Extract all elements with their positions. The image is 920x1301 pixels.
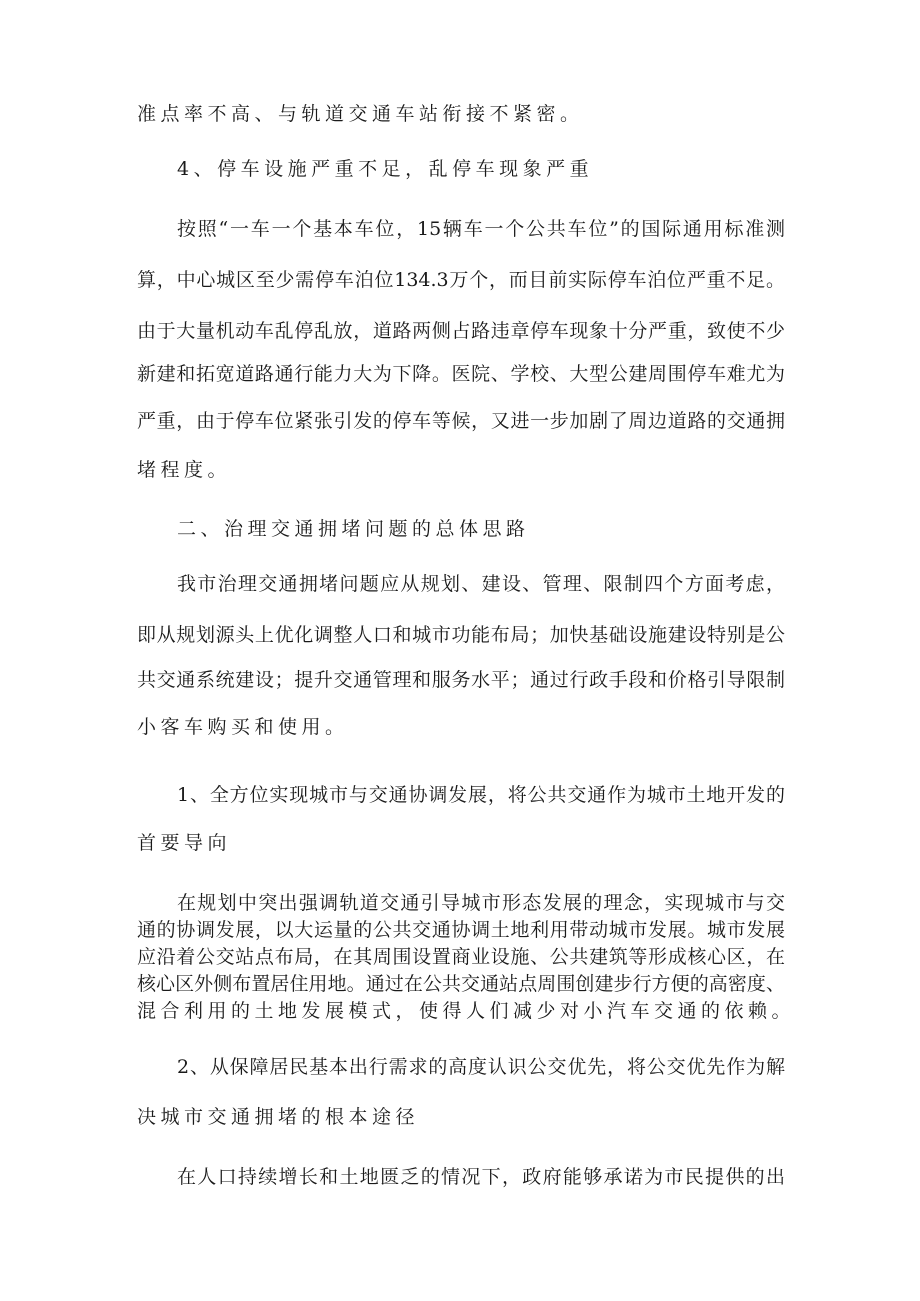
paragraph-line: 严重，由于停车位紧张引发的停车等候，又进一步加剧了周边道路的交通拥 — [137, 410, 785, 432]
paragraph-line: 由于大量机动车乱停乱放，道路两侧占路违章停车现象十分严重，致使不少 — [137, 320, 785, 342]
paragraph-line: 算，中心城区至少需停车泊位134.3万个，而目前实际停车泊位严重不足。 — [137, 269, 785, 291]
paragraph-line: 混合利用的土地发展模式，使得人们减少对小汽车交通的依赖。 — [137, 1000, 796, 1022]
subsection-heading-2: 2、从保障居民基本出行需求的高度认识公交优先，将公交优先作为解 — [177, 1056, 785, 1078]
paragraph-line: 通的协调发展，以大运量的公共交通协调土地利用带动城市发展。城市发展 — [137, 919, 785, 941]
paragraph-line: 新建和拓宽道路通行能力大为下降。医院、学校、大型公建周围停车难尤为 — [137, 363, 785, 385]
subsection-heading-1: 首要导向 — [137, 832, 232, 854]
paragraph-line: 核心区外侧布置居住用地。通过在公共交通站点周围创建步行方便的高密度、 — [137, 973, 785, 995]
paragraph-line: 即从规划源头上优化调整人口和城市功能布局；加快基础设施建设特别是公 — [137, 624, 785, 646]
section-heading-parking: 4、停车设施严重不足，乱停车现象严重 — [177, 158, 594, 180]
paragraph-line: 共交通系统建设；提升交通管理和服务水平；通过行政手段和价格引导限制 — [137, 669, 785, 691]
paragraph-line: 我市治理交通拥堵问题应从规划、建设、管理、限制四个方面考虑， — [177, 573, 785, 595]
paragraph-line: 按照“一车一个基本车位，15辆车一个公共车位”的国际通用标准测 — [177, 218, 785, 240]
paragraph-line: 小客车购买和使用。 — [137, 716, 349, 738]
paragraph-line: 准点率不高、与轨道交通车站衔接不紧密。 — [137, 103, 584, 125]
paragraph-line: 应沿着公交站点布局，在其周围设置商业设施、公共建筑等形成核心区，在 — [137, 946, 785, 968]
section-heading-overall-approach: 二、治理交通拥堵问题的总体思路 — [177, 518, 530, 540]
paragraph-line: 在规划中突出强调轨道交通引导城市形态发展的理念，实现城市与交 — [177, 892, 785, 914]
paragraph-line: 堵程度。 — [137, 459, 232, 481]
subsection-heading-1: 1、全方位实现城市与交通协调发展，将公共交通作为城市土地开发的 — [177, 784, 785, 806]
subsection-heading-2: 决城市交通拥堵的根本途径 — [137, 1106, 420, 1128]
paragraph-line: 在人口持续增长和土地匮乏的情况下，政府能够承诺为市民提供的出 — [177, 1166, 785, 1188]
